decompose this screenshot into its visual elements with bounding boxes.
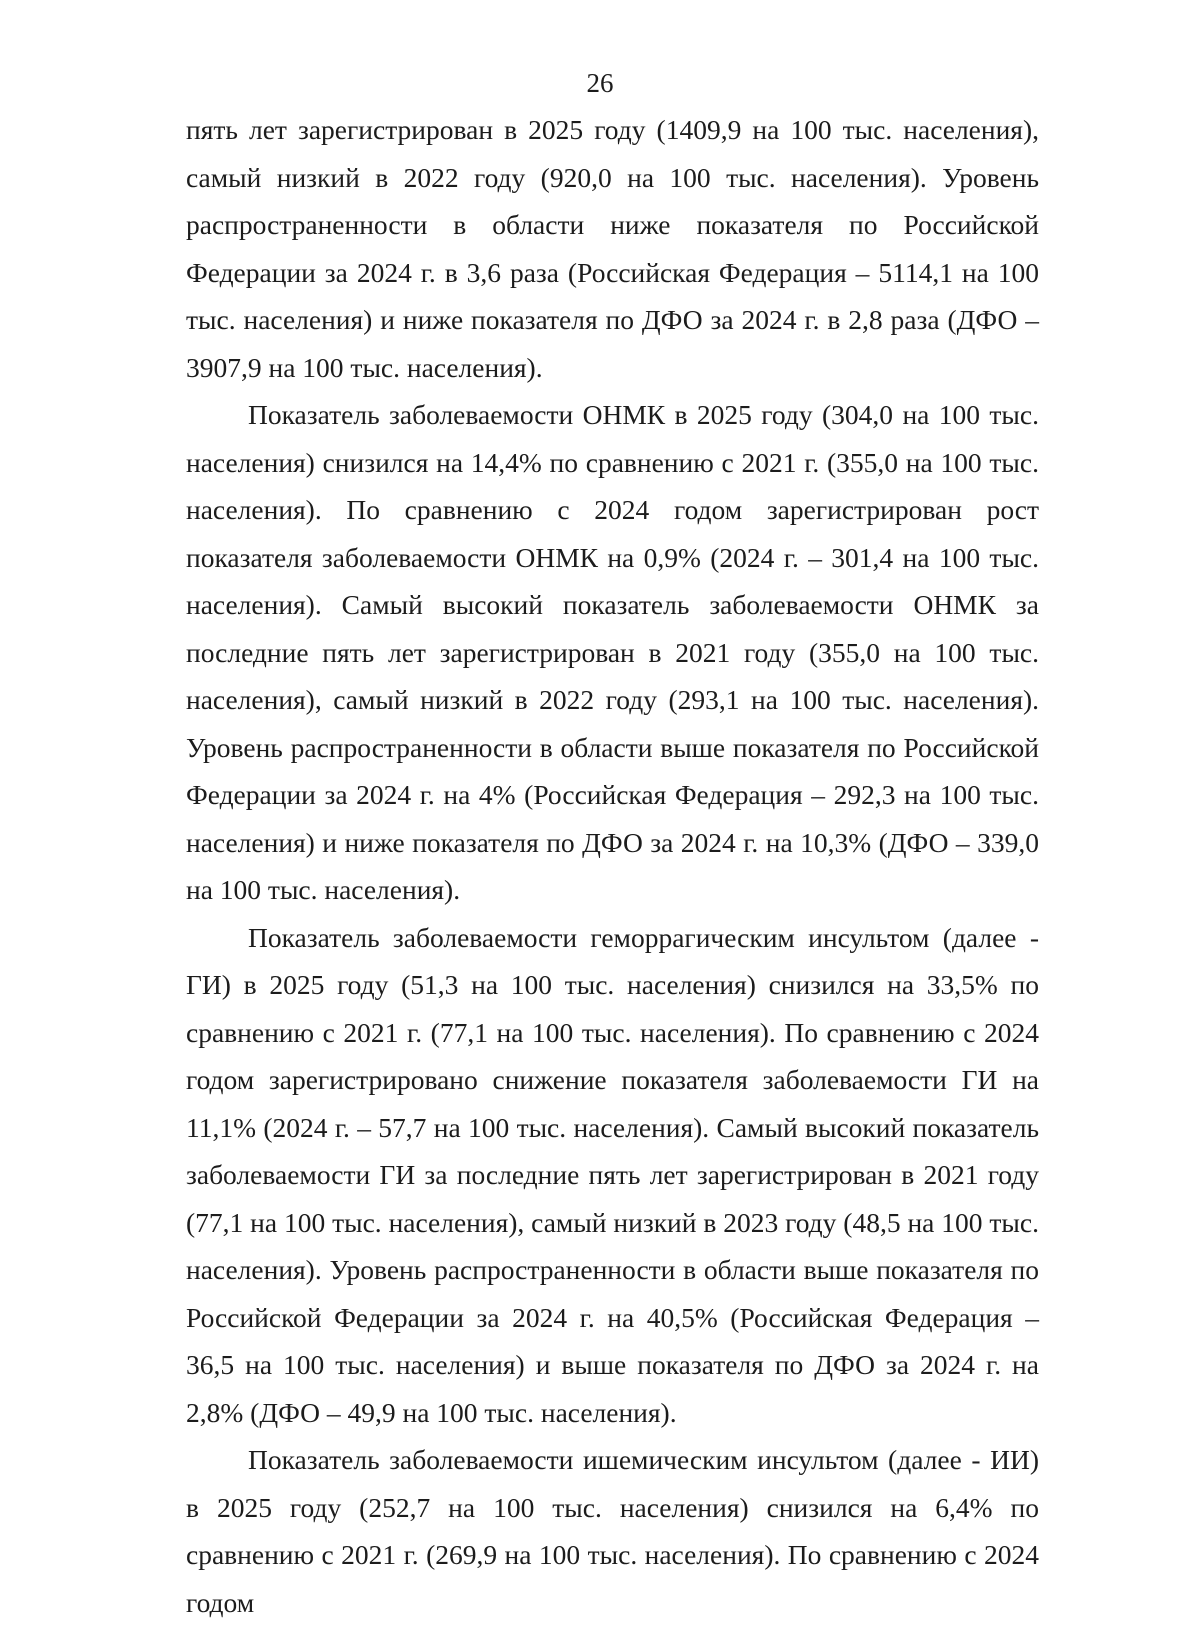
paragraph-ischemic-stroke: Показатель заболеваемости ишемическим инсультом (далее - ИИ) в 2025 году (252,7 на 100 тыс. населения) снизился на 6,4% по сравнению с 2021 г. (269,9 на 100 тыс. населения). По сравнению с 2024 годом — [186, 1444, 1039, 1618]
page-number: 26 — [586, 68, 614, 98]
paragraph-onmk: Показатель заболеваемости ОНМК в 2025 году (304,0 на 100 тыс. населения) снизился на 14,4% по сравнению с 2021 г. (355,0 на 100 тыс. населения). По сравнению с 2024 годом зарегистрирован рост показателя заболеваемости ОНМК на 0,9% (2024 г. – 301,4 на 100 тыс. населения). Самый высокий показатель заболеваемости ОНМК за последние пять лет зарегистрирован в 2021 году (355,0 на 100 тыс. населения), самый низкий в 2022 году (293,1 на 100 тыс. населения). Уровень распространенности в области выше показателя по Российской Федерации за 2024 г. на 4% (Российская Федерация – 292,3 на 100 тыс. населения) и ниже показателя по ДФО за 2024 г. на 10,3% (ДФО – 339,0 на 100 тыс. населения). — [186, 399, 1039, 905]
paragraph-continuation: пять лет зарегистрирован в 2025 году (1409,9 на 100 тыс. населения), самый низкий в 2022 году (920,0 на 100 тыс. населения). Уровень распространенности в области ниже показателя по Российской Федерации за 2024 г. в 3,6 раза (Российская Федерация – 5114,1 на 100 тыс. населения) и ниже показателя по ДФО за 2024 г. в 2,8 раза (ДФО – 3907,9 на 100 тыс. населения). — [186, 114, 1039, 383]
paragraph-hemorrhagic-stroke: Показатель заболеваемости геморрагическим инсультом (далее - ГИ) в 2025 году (51,3 на 100 тыс. населения) снизился на 33,5% по сравнению с 2021 г. (77,1 на 100 тыс. населения). По сравнению с 2024 годом зарегистрировано снижение показателя заболеваемости ГИ на 11,1% (2024 г. – 57,7 на 100 тыс. населения). Самый высокий показатель заболеваемости ГИ за последние пять лет зарегистрирован в 2021 году (77,1 на 100 тыс. населения), самый низкий в 2023 году (48,5 на 100 тыс. населения). Уровень распространенности в области выше показателя по Российской Федерации за 2024 г. на 40,5% (Российская Федерация – 36,5 на 100 тыс. населения) и выше показателя по ДФО за 2024 г. на 2,8% (ДФО – 49,9 на 100 тыс. населения). — [186, 921, 1039, 1428]
document-body — [186, 106, 1039, 1626]
